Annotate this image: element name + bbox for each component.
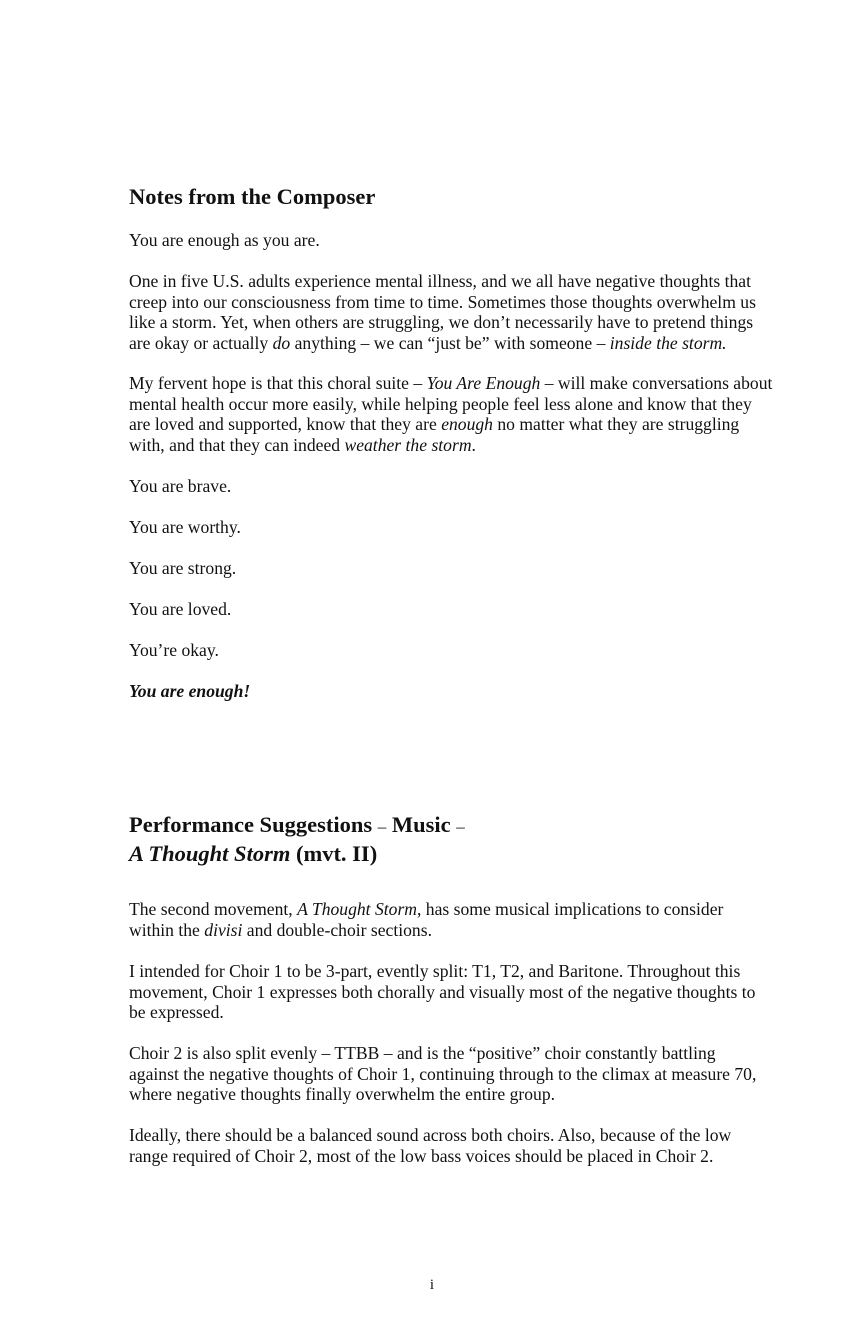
text-run: .: [471, 434, 476, 455]
affirmation: You’re okay.: [129, 640, 219, 660]
emphasis-inside-the-storm: inside the storm.: [609, 332, 727, 353]
heading-part: Music: [391, 812, 451, 837]
affirmation: You are strong.: [129, 558, 237, 578]
text-run: no matter what they are struggling: [492, 414, 740, 435]
text-line: Ideally, there should be a balanced sound across both choirs. Also, because of the low: [129, 1125, 732, 1145]
text-line: [129, 373, 789, 394]
emphasis-do: do: [272, 332, 291, 353]
text-run: The second movement,: [129, 899, 298, 919]
performance-paragraph-choir-1: [129, 961, 789, 1023]
text-line: [129, 333, 789, 354]
text-line: like a storm. Yet, when others are struggling, we don’t necessarily have to pretend things: [129, 312, 754, 333]
text-run: – will make conversations about: [540, 373, 773, 393]
heading-part: Performance Suggestions: [129, 812, 373, 837]
notes-paragraph-hope: [129, 373, 789, 455]
text-line: against the negative thoughts of Choir 1, continuing through to the climax at measure 70,: [129, 1063, 757, 1084]
page-number: i: [429, 1277, 435, 1293]
emphasis-divisi: divisi: [204, 919, 243, 940]
movement-number: (mvt. II): [295, 841, 378, 866]
emphasis-weather-the-storm: weather the storm: [344, 434, 472, 455]
performance-paragraph-intro: [129, 899, 789, 940]
heading-dash: –: [456, 817, 465, 836]
text-line: One in five U.S. adults experience mental illness, and we all have negative thoughts that: [129, 271, 751, 291]
movement-title: A Thought Storm: [129, 841, 291, 866]
affirmation: You are loved.: [129, 599, 232, 619]
text-line: [129, 414, 789, 435]
emphasis-suite-title: You Are Enough: [426, 373, 541, 393]
affirmation: You are brave.: [129, 476, 232, 496]
performance-paragraph-choir-2: [129, 1043, 789, 1105]
closing-affirmation: You are enough!: [129, 681, 251, 701]
heading-dash: –: [377, 817, 387, 836]
text-run: My fervent hope is that this choral suite –: [129, 373, 427, 393]
text-run: within the: [129, 919, 205, 940]
affirmation: You are worthy.: [129, 517, 241, 537]
text-line: [129, 899, 789, 920]
text-run: and double-choir sections.: [242, 919, 432, 940]
text-line: range required of Choir 2, most of the low bass voices should be placed in Choir 2.: [129, 1145, 714, 1166]
text-run: , has some musical implications to consider: [417, 899, 724, 919]
notes-intro: You are enough as you are.: [129, 230, 320, 250]
text-line: movement, Choir 1 expresses both chorally and visually most of the negative thoughts to: [129, 981, 756, 1002]
text-line: Choir 2 is also split evenly – TTBB – and is the “positive” choir constantly battling: [129, 1043, 716, 1063]
performance-heading: [129, 811, 465, 867]
text-line: be expressed.: [129, 1002, 224, 1023]
emphasis-movement-title: A Thought Storm: [297, 899, 417, 919]
text-line: where negative thoughts finally overwhelm the entire group.: [129, 1084, 556, 1105]
text-run: anything – we can “just be” with someone –: [290, 332, 610, 353]
text-run: with, and that they can indeed: [129, 434, 345, 455]
text-line: [129, 920, 789, 941]
text-line: mental health occur more easily, while helping people feel less alone and know that they: [129, 393, 752, 414]
text-line: [129, 435, 789, 456]
emphasis-enough: enough: [441, 414, 493, 435]
text-run: are loved and supported, know that they are: [129, 414, 442, 435]
performance-paragraph-balance: [129, 1125, 789, 1166]
notes-heading: Notes from the Composer: [129, 184, 376, 209]
notes-paragraph-mental-health: [129, 271, 789, 353]
text-run: are okay or actually: [129, 332, 273, 353]
text-line: creep into our consciousness from time to time. Sometimes those thoughts overwhelm us: [129, 291, 756, 312]
text-line: I intended for Choir 1 to be 3-part, evently split: T1, T2, and Baritone. Throughout this: [129, 961, 741, 981]
